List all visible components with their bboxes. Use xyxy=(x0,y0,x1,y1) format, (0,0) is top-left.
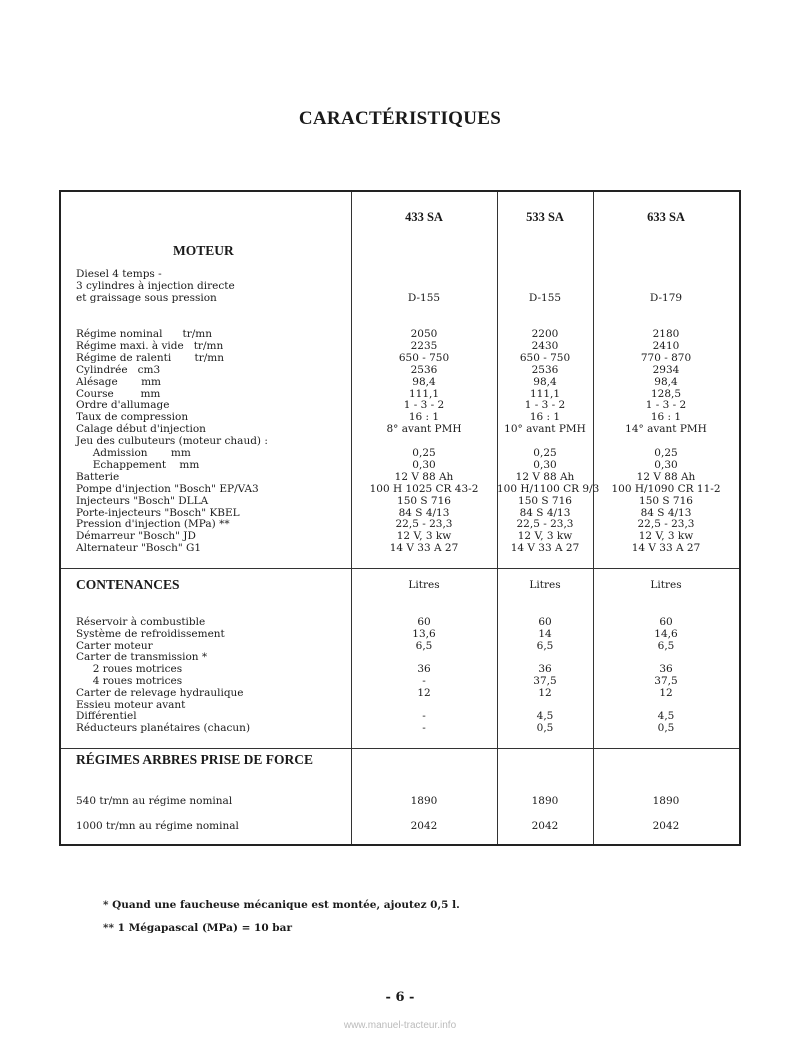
table-row xyxy=(61,388,739,400)
row-value: 2934 xyxy=(652,363,680,376)
row-label: Démarreur "Bosch" JD xyxy=(76,530,196,543)
table-row xyxy=(61,675,739,687)
row-label: 2 roues motrices xyxy=(76,663,183,676)
table-row xyxy=(61,530,739,542)
section-title-moteur: MOTEUR xyxy=(173,243,234,258)
row-label: Batterie xyxy=(76,470,120,483)
row-value: 98,4 xyxy=(412,375,436,388)
row-label: 1000 tr/mn au régime nominal xyxy=(76,820,239,832)
row-value: 14 V 33 A 27 xyxy=(510,542,580,555)
row-value: 12 V, 3 kw xyxy=(638,530,694,543)
row-value: 111,1 xyxy=(529,387,561,400)
row-value: 2180 xyxy=(652,328,680,340)
unit-433sa: Litres xyxy=(408,579,440,591)
row-value: D-179 xyxy=(649,292,683,304)
row-value: - xyxy=(422,675,426,687)
row-value: 84 S 4/13 xyxy=(519,506,571,519)
row-value: 12 V 88 Ah xyxy=(394,470,454,483)
row-value: 0,30 xyxy=(533,458,557,471)
row-label: Jeu des culbuteurs (moteur chaud) : xyxy=(76,435,268,448)
row-label: Régime nominal tr/mn xyxy=(76,328,213,340)
row-label: Calage début d'injection xyxy=(76,423,206,436)
table-row xyxy=(61,699,739,711)
footnote-megapascal: ** 1 Mégapascal (MPa) = 10 bar xyxy=(103,922,292,934)
row-value: 111,1 xyxy=(408,387,440,400)
row-label: 4 roues motrices xyxy=(76,675,183,687)
row-value: 12 xyxy=(659,686,673,699)
row-value: 6,5 xyxy=(536,639,554,652)
row-value: 14 xyxy=(538,627,552,640)
row-label: Admission mm xyxy=(76,447,191,459)
watermark: www.manuel-tracteur.info xyxy=(343,1020,457,1031)
row-value: 1 - 3 - 2 xyxy=(524,399,566,412)
row-value: 150 S 716 xyxy=(639,494,693,507)
row-value: 6,5 xyxy=(415,639,433,652)
row-value: 12 V, 3 kw xyxy=(396,530,452,543)
table-row xyxy=(61,640,739,652)
unit-633sa: Litres xyxy=(650,579,682,591)
row-value: 14 V 33 A 27 xyxy=(389,542,459,555)
row-value: 100 H/1100 CR 9/3 xyxy=(497,482,600,495)
row-value: 60 xyxy=(659,616,673,628)
row-label: Alésage mm xyxy=(76,375,162,388)
row-value: 770 - 870 xyxy=(640,351,692,364)
table-row xyxy=(61,340,739,352)
row-value: 22,5 - 23,3 xyxy=(395,518,453,531)
row-value: 2410 xyxy=(652,339,680,352)
row-value: 36 xyxy=(417,663,431,676)
row-value: 37,5 xyxy=(533,675,557,687)
row-value: 100 H/1090 CR 11-2 xyxy=(611,482,721,495)
table-row xyxy=(61,507,739,519)
row-value: 1 - 3 - 2 xyxy=(645,399,687,412)
page-title: CARACTÉRISTIQUES xyxy=(298,108,502,129)
row-value: 60 xyxy=(417,616,431,628)
row-label: Alternateur "Bosch" G1 xyxy=(76,542,202,555)
row-value: 84 S 4/13 xyxy=(398,506,450,519)
table-row xyxy=(61,710,739,722)
row-value: 1890 xyxy=(652,795,680,807)
table-row xyxy=(61,292,739,304)
row-value: 12 xyxy=(417,686,431,699)
table-row xyxy=(61,399,739,411)
row-value: 36 xyxy=(538,663,552,676)
table-row xyxy=(61,687,739,699)
row-label: Carter moteur xyxy=(76,639,153,652)
row-value: 2050 xyxy=(410,328,438,340)
row-label: 540 tr/mn au régime nominal xyxy=(76,795,233,807)
row-value: D-155 xyxy=(407,292,441,304)
row-value: 14,6 xyxy=(654,627,678,640)
table-row xyxy=(61,459,739,471)
row-value: 0,25 xyxy=(412,447,436,459)
row-value: 37,5 xyxy=(654,675,678,687)
row-value: 12 V, 3 kw xyxy=(517,530,573,543)
section-divider xyxy=(61,568,739,569)
row-label: Réducteurs planétaires (chacun) xyxy=(76,722,251,735)
row-value: 100 H 1025 CR 43-2 xyxy=(369,482,479,495)
table-row xyxy=(61,268,739,280)
table-row xyxy=(61,616,739,628)
row-value: 10° avant PMH xyxy=(504,423,586,436)
section-title-prise-de-force: RÉGIMES ARBRES PRISE DE FORCE xyxy=(76,752,314,767)
row-value: 12 V 88 Ah xyxy=(515,470,575,483)
row-label: Course mm xyxy=(76,387,161,400)
row-label: Pression d'injection (MPa) ** xyxy=(76,518,230,531)
table-row xyxy=(61,411,739,423)
row-value: 16 : 1 xyxy=(408,411,440,424)
table-row xyxy=(61,820,739,832)
row-label: Différentiel xyxy=(76,710,137,723)
table-row xyxy=(61,364,739,376)
table-row xyxy=(61,495,739,507)
row-value: 16 : 1 xyxy=(529,411,561,424)
row-label: Carter de transmission * xyxy=(76,651,208,664)
row-label: Régime de ralenti tr/mn xyxy=(76,351,225,364)
row-value: 128,5 xyxy=(650,387,682,400)
table-row xyxy=(61,435,739,447)
row-value: 84 S 4/13 xyxy=(640,506,692,519)
row-value: 0,30 xyxy=(412,458,436,471)
row-label: Ordre d'allumage xyxy=(76,399,170,412)
row-value: - xyxy=(422,710,426,723)
row-value: 650 - 750 xyxy=(519,351,571,364)
row-value: 2235 xyxy=(410,339,438,352)
table-row xyxy=(61,483,739,495)
row-value: 36 xyxy=(659,663,673,676)
row-value: 150 S 716 xyxy=(397,494,451,507)
row-value: 2042 xyxy=(531,820,559,832)
row-label: 3 cylindres à injection directe xyxy=(76,280,235,292)
row-label: Diesel 4 temps - xyxy=(76,268,162,280)
row-label: Système de refroidissement xyxy=(76,627,225,640)
row-value: 2042 xyxy=(652,820,680,832)
row-value: 1890 xyxy=(410,795,438,807)
table-row xyxy=(61,352,739,364)
column-header-633sa: 633 SA xyxy=(647,210,685,224)
section-divider xyxy=(61,748,739,749)
row-label: Taux de compression xyxy=(76,411,189,424)
row-label: et graissage sous pression xyxy=(76,292,217,304)
row-label: Pompe d'injection "Bosch" EP/VA3 xyxy=(76,482,259,495)
table-row xyxy=(61,376,739,388)
row-value: 0,5 xyxy=(657,722,675,735)
row-value: 13,6 xyxy=(412,627,436,640)
row-value: 150 S 716 xyxy=(518,494,572,507)
table-row xyxy=(61,518,739,530)
row-label: Echappement mm xyxy=(76,458,200,471)
section-title-contenances: CONTENANCES xyxy=(76,577,180,592)
row-value: 2430 xyxy=(531,339,559,352)
row-value: 0,25 xyxy=(533,447,557,459)
row-value: 0,5 xyxy=(536,722,554,735)
row-value: 6,5 xyxy=(657,639,675,652)
table-row xyxy=(61,542,739,554)
row-value: 0,25 xyxy=(654,447,678,459)
row-value: 14° avant PMH xyxy=(625,423,707,436)
row-value: 4,5 xyxy=(657,710,675,723)
row-value: 8° avant PMH xyxy=(386,423,462,436)
row-value: 14 V 33 A 27 xyxy=(631,542,701,555)
table-row xyxy=(61,447,739,459)
row-value: 22,5 - 23,3 xyxy=(637,518,695,531)
row-value: 2536 xyxy=(531,363,559,376)
column-header-533sa: 533 SA xyxy=(526,210,564,224)
column-header-433sa: 433 SA xyxy=(405,210,443,224)
row-value: 0,30 xyxy=(654,458,678,471)
row-value: 98,4 xyxy=(654,375,678,388)
row-value: 12 xyxy=(538,686,552,699)
row-value: - xyxy=(422,722,426,735)
table-row xyxy=(61,795,739,807)
row-value: 2200 xyxy=(531,328,559,340)
row-label: Cylindrée cm3 xyxy=(76,363,161,376)
row-value: D-155 xyxy=(528,292,562,304)
row-value: 98,4 xyxy=(533,375,557,388)
row-value: 2042 xyxy=(410,820,438,832)
row-value: 12 V 88 Ah xyxy=(636,470,696,483)
row-value: 22,5 - 23,3 xyxy=(516,518,574,531)
unit-533sa: Litres xyxy=(529,579,561,591)
row-value: 4,5 xyxy=(536,710,554,723)
row-label: Essieu moteur avant xyxy=(76,698,186,711)
specifications-table xyxy=(59,190,741,846)
table-row xyxy=(61,722,739,734)
page-number: - 6 - xyxy=(385,990,415,1005)
table-row xyxy=(61,651,739,663)
table-row xyxy=(61,423,739,435)
table-row xyxy=(61,471,739,483)
table-row xyxy=(61,280,739,292)
row-label: Injecteurs "Bosch" DLLA xyxy=(76,494,209,507)
contenances-unit-row xyxy=(61,579,739,591)
row-value: 2536 xyxy=(410,363,438,376)
table-row xyxy=(61,628,739,640)
table-row xyxy=(61,663,739,675)
row-label: Carter de relevage hydraulique xyxy=(76,686,244,699)
row-value: 1 - 3 - 2 xyxy=(403,399,445,412)
row-value: 1890 xyxy=(531,795,559,807)
row-value: 60 xyxy=(538,616,552,628)
row-value: 650 - 750 xyxy=(398,351,450,364)
table-row xyxy=(61,328,739,340)
row-label: Porte-injecteurs "Bosch" KBEL xyxy=(76,506,240,519)
footnote-faucheuse: * Quand une faucheuse mécanique est montée, ajoutez 0,5 l. xyxy=(103,899,460,911)
row-value: 16 : 1 xyxy=(650,411,682,424)
row-label: Réservoir à combustible xyxy=(76,616,206,628)
row-label: Régime maxi. à vide tr/mn xyxy=(76,339,224,352)
